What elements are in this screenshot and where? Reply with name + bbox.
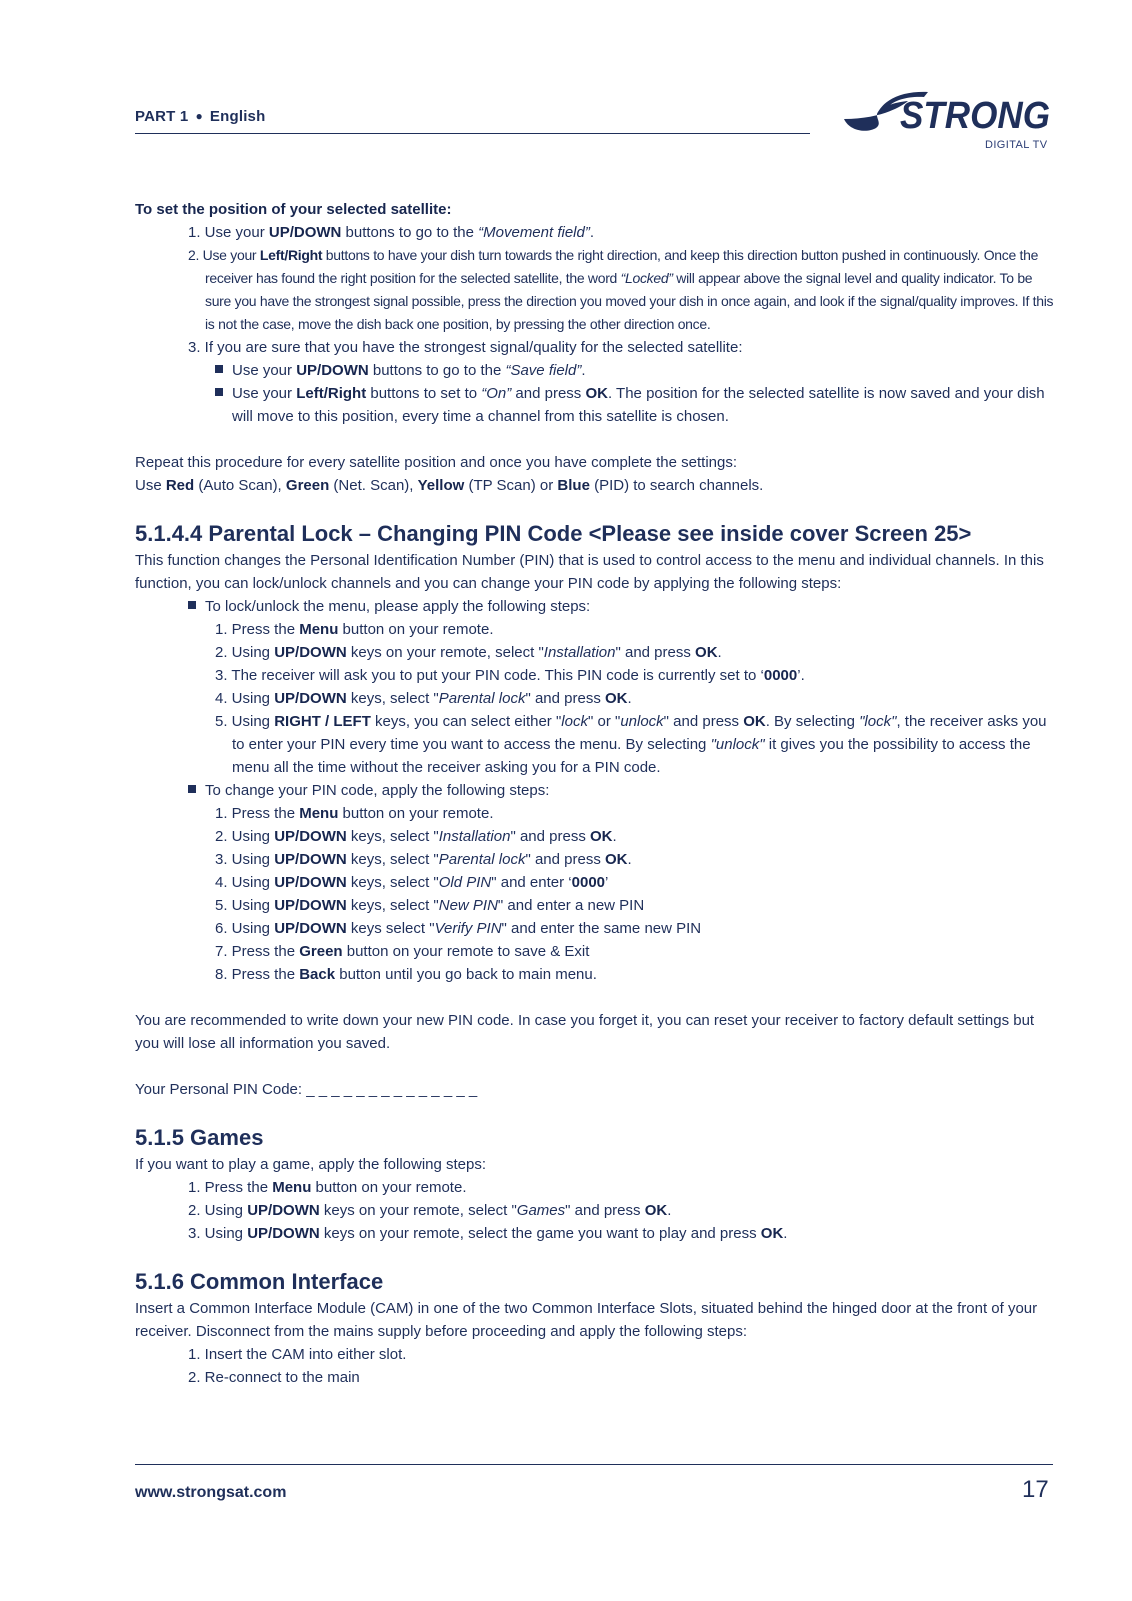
pin-code-field: Your Personal PIN Code: _ _ _ _ _ _ _ _ _ _ _ _ _ _ (135, 1081, 478, 1098)
change-step-1: 1. Press the Menu button on your remote. (215, 805, 494, 822)
satellite-intro: To set the position of your selected satellite: (135, 201, 452, 218)
change-step-7: 7. Press the Green button on your remote to save & Exit (215, 943, 590, 960)
change-heading: To change your PIN code, apply the following steps: (135, 779, 1055, 802)
sat-step-1: 1. Use your UP/DOWN buttons to go to the “Movement field”. (188, 224, 595, 241)
strong-logo (838, 88, 1053, 136)
games-intro: If you want to play a game, apply the following steps: (135, 1156, 487, 1173)
change-step-4: 4. Using UP/DOWN keys, select "Old PIN" and enter ‘0000’ (215, 874, 609, 891)
change-step-2: 2. Using UP/DOWN keys, select "Installation" and press OK. (215, 828, 617, 845)
header-part-label (135, 108, 265, 125)
footer-rule (135, 1464, 1053, 1465)
games-step-2: 2. Using UP/DOWN keys on your remote, select "Games" and press OK. (188, 1202, 672, 1219)
games-heading: 5.1.5 Games (135, 1125, 264, 1150)
page-content (135, 198, 1055, 1389)
lock-step-2: 2. Using UP/DOWN keys on your remote, select "Installation" and press OK. (215, 644, 722, 661)
ci-step-1: 1. Insert the CAM into either slot. (188, 1346, 407, 1363)
lock-heading: To lock/unlock the menu, please apply the following steps: (135, 595, 1055, 618)
scan-colors-text: Use Red (Auto Scan), Green (Net. Scan), Yellow (TP Scan) or Blue (PID) to search channels. (135, 477, 764, 494)
square-bullet-icon (188, 601, 196, 609)
change-step-8: 8. Press the Back button until you go back to main menu. (215, 966, 597, 983)
lock-step-1: 1. Press the Menu button on your remote. (215, 621, 494, 638)
square-bullet-icon (215, 365, 223, 373)
footer-url: www.strongsat.com (135, 1484, 287, 1501)
page-number: 17 (1022, 1476, 1049, 1503)
change-step-5: 5. Using UP/DOWN keys, select "New PIN" and enter a new PIN (215, 897, 645, 914)
brand-subtitle: DIGITAL TV (985, 139, 1048, 151)
language-label: English (209, 108, 266, 125)
header-rule (135, 133, 810, 134)
sat-step-2: 2. Use your Left/Right buttons to have your dish turn towards the right direction, and keep this direction button pushed in continuously. Once the receiver has found the right position for the selected satellite, the word “Locked” will appear above the signal level and quality indicator. To be sure you have the strongest signal possible, press the direction you moved your dish in once again, and look if the signal/quality improves. If this is not the case, move the dish back one position, by pressing the other direction once. (188, 247, 1054, 332)
bullet-icon: ● (195, 109, 203, 123)
change-step-3: 3. Using UP/DOWN keys, select "Parental lock" and press OK. (215, 851, 632, 868)
common-interface-heading: 5.1.6 Common Interface (135, 1269, 384, 1294)
parental-description: This function changes the Personal Identification Number (PIN) that is used to control access to the menu and individual channels. In this function, you can lock/unlock channels and you can change your PIN code by applying the following steps: (135, 552, 1044, 592)
sat-bullet-1: Use your UP/DOWN buttons to go to the “Save field”. (135, 359, 1055, 382)
brand-wordmark: STRONG (900, 95, 1050, 136)
parental-lock-heading: 5.1.4.4 Parental Lock – Changing PIN Code <Please see inside cover Screen 25> (135, 521, 972, 546)
games-step-1: 1. Press the Menu button on your remote. (188, 1179, 467, 1196)
ci-step-2: 2. Re-connect to the main (188, 1369, 360, 1386)
lock-step-4: 4. Using UP/DOWN keys, select "Parental lock" and press OK. (215, 690, 632, 707)
sat-step-3: 3. If you are sure that you have the strongest signal/quality for the selected satellite: (188, 339, 743, 356)
recommendation-text: You are recommended to write down your new PIN code. In case you forget it, you can reset your receiver to factory default settings but you will lose all information you saved. (135, 1012, 1035, 1052)
change-step-6: 6. Using UP/DOWN keys select "Verify PIN" and enter the same new PIN (215, 920, 702, 937)
sat-bullet-2: Use your Left/Right buttons to set to “On” and press OK. The position for the selected satellite is now saved and your dish will move to this position, every time a channel from this satellite is chosen. (135, 382, 1055, 428)
square-bullet-icon (188, 785, 196, 793)
lock-step-5: 5. Using RIGHT / LEFT keys, you can select either "lock" or "unlock" and press OK. By selecting "lock", the receiver asks you to enter your PIN every time you want to access the menu. By selecting "unlock" it gives you the possibility to access the menu all the time without the receiver asking you for a PIN code. (215, 713, 1047, 776)
lock-step-3: 3. The receiver will ask you to put your PIN code. This PIN code is currently set to ‘0000’. (215, 667, 805, 684)
repeat-text: Repeat this procedure for every satellite position and once you have complete the settings: (135, 454, 738, 471)
common-interface-description: Insert a Common Interface Module (CAM) in one of the two Common Interface Slots, situated behind the hinged door at the front of your receiver. Disconnect from the mains supply before proceeding and apply the following steps: (135, 1300, 1038, 1340)
part-label: PART 1 (135, 108, 189, 125)
square-bullet-icon (215, 388, 223, 396)
games-step-3: 3. Using UP/DOWN keys on your remote, select the game you want to play and press OK. (188, 1225, 788, 1242)
